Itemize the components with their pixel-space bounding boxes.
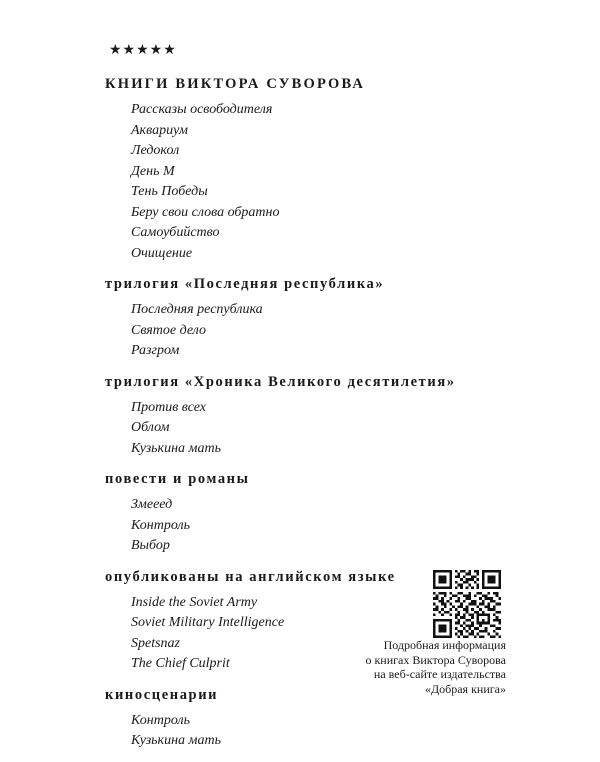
qr-code[interactable]	[433, 570, 501, 638]
section-heading: киносценарии	[105, 686, 219, 703]
book-title: Тень Победы	[131, 184, 208, 199]
section-heading: трилогия «Хроника Великого десятилетия»	[105, 373, 456, 390]
section-great-decade-trilogy	[105, 372, 545, 460]
book-title: Inside the Soviet Army	[131, 594, 258, 610]
section-heading: опубликованы на английском языке	[105, 568, 396, 585]
book-title: Кузькина мать	[131, 440, 221, 456]
book-title: Разгром	[131, 343, 180, 358]
book-title: Ледокол	[131, 143, 180, 158]
book-list	[105, 398, 545, 460]
book-list	[105, 100, 545, 264]
qr-caption-line: «Добрая книга»	[424, 681, 506, 696]
book-title: Кузькина мать	[131, 733, 221, 748]
section-suvorov-books	[105, 74, 545, 264]
book-title: Выбор	[131, 538, 170, 553]
book-title: Soviet Military Intelligence	[131, 615, 285, 630]
qr-caption-line: Подробная информация	[383, 638, 506, 652]
book-title: The Chief Culprit	[131, 656, 230, 671]
book-title: Контроль	[131, 517, 190, 533]
stars-ornament: ★★★★★	[109, 43, 177, 58]
section-novels	[105, 469, 545, 557]
section-last-republic-trilogy	[105, 274, 545, 362]
qr-caption-line: на веб-сайте издательства	[373, 667, 506, 681]
book-title: Змееед	[131, 497, 173, 512]
book-title: День М	[131, 163, 175, 179]
section-heading: трилогия «Последняя республика»	[105, 276, 385, 292]
book-list	[105, 711, 545, 752]
book-title: Очищение	[131, 245, 193, 261]
book-title: Против всех	[131, 399, 206, 415]
book-title: Святое дело	[131, 322, 206, 338]
book-title: Рассказы освободителя	[131, 102, 273, 117]
book-title: Последняя республика	[131, 302, 263, 317]
book-title: Аквариум	[131, 122, 188, 138]
book-title: Spetsnaz	[131, 635, 180, 651]
book-title: Самоубийство	[131, 225, 220, 240]
qr-caption	[326, 638, 506, 696]
section-heading: КНИГИ ВИКТОРА СУВОРОВА	[105, 76, 366, 92]
qr-caption-line: о книгах Виктора Суворова	[365, 652, 506, 667]
book-list	[105, 495, 545, 557]
book-title: Облом	[131, 420, 170, 435]
book-title: Контроль	[131, 712, 190, 728]
book-title: Беру свои слова обратно	[131, 204, 280, 220]
section-heading: повести и романы	[105, 471, 250, 487]
book-list	[105, 300, 545, 362]
